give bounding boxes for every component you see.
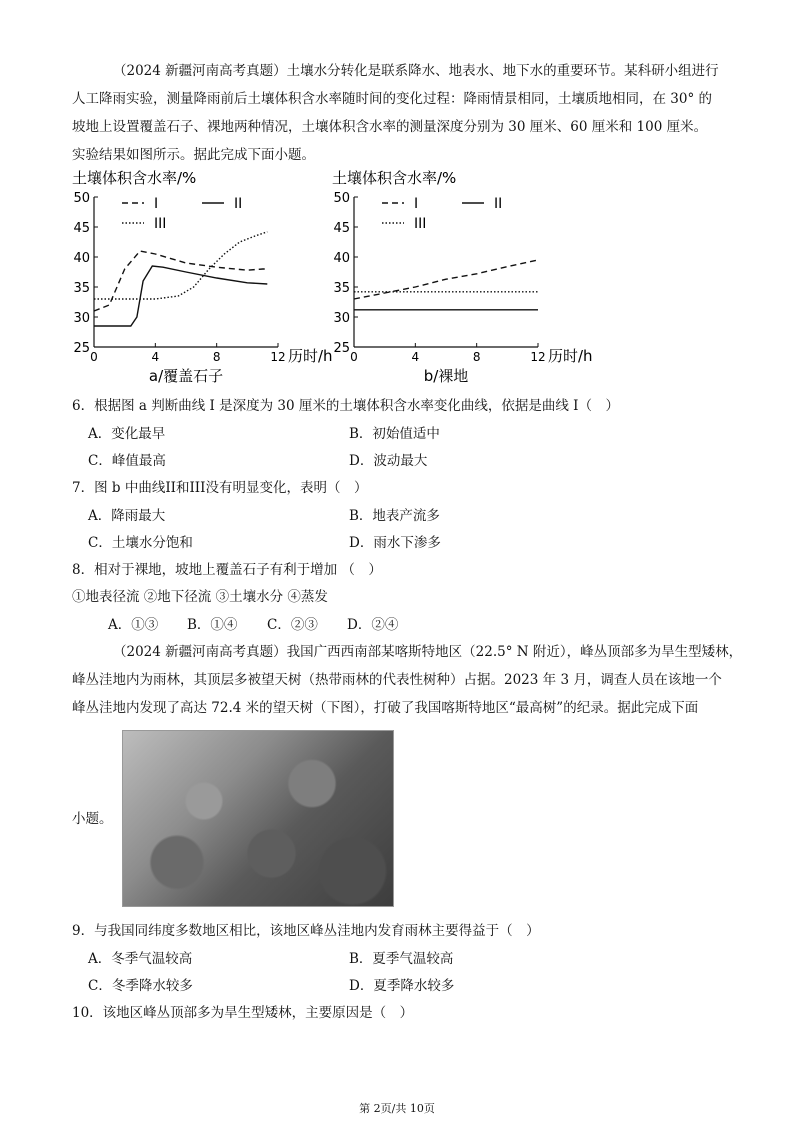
chart-b-xtick-3: 12 <box>530 350 546 364</box>
q7-option-b[interactable]: B．地表产流多 <box>349 508 440 524</box>
q7-option-c[interactable]: C．土壤水分饱和 <box>88 535 193 551</box>
chart-b-ytick-0: 25 <box>333 341 350 356</box>
chart-b-xlabel: 历时/h <box>548 347 593 365</box>
chart-b-ytick-4: 45 <box>333 221 350 236</box>
intro2-tail: 小题。 <box>72 811 113 827</box>
q9-option-d[interactable]: D．夏季降水较多 <box>349 978 455 994</box>
chart-b-ylabel: 土壤体积含水率/% <box>332 169 457 187</box>
chart-a-xtick-3: 12 <box>270 350 286 364</box>
q7-option-a[interactable]: A．降雨最大 <box>88 508 166 524</box>
q8-option-c[interactable]: C．②③ <box>267 617 318 633</box>
intro2-line-3: 峰丛洼地内发现了高达 72.4 米的望天树（下图），打破了我国喀斯特地区“最高树”的纪录。据此完成下面 <box>72 700 699 716</box>
q7-option-d[interactable]: D．雨水下渗多 <box>349 535 441 551</box>
q9-option-c[interactable]: C．冬季降水较多 <box>88 978 193 994</box>
q6-option-d[interactable]: D．波动最大 <box>349 453 428 469</box>
intro1-line-4: 实验结果如图所示。据此完成下面小题。 <box>72 147 315 163</box>
chart-a-series-II <box>94 266 267 326</box>
chart-b-legend-label-II: II <box>494 196 503 212</box>
chart-b-legend-label-I: I <box>414 196 419 212</box>
chart-a-legend-label-II: II <box>234 196 243 212</box>
q8-option-b[interactable]: B．①④ <box>187 617 238 633</box>
chart-a-covered-stones <box>60 165 360 390</box>
intro2-line-2: 峰丛洼地内为雨林，其顶层多被望天树（热带雨林的代表性树种）占据。2023 年 3 月，调查人员在该地一个 <box>72 672 722 688</box>
chart-b-xtick-1: 4 <box>411 350 420 364</box>
chart-b-ytick-1: 30 <box>333 311 350 326</box>
chart-a-xtick-1: 4 <box>151 350 160 364</box>
intro1-line-2: 人工降雨实验，测量降雨前后土壤体积含水率随时间的变化过程：降雨情景相同，土壤质地相同，在 30° 的 <box>72 91 713 107</box>
chart-a-legend-label-I: I <box>154 196 159 212</box>
page-footer: 第 2页/共 10页 <box>359 1102 435 1115</box>
chart-b-ytick-5: 50 <box>333 191 350 206</box>
q8-option-a[interactable]: A．①③ <box>108 617 159 633</box>
chart-b-series-I <box>354 260 538 299</box>
chart-a-series-I <box>94 251 267 311</box>
intro1-line-3: 坡地上设置覆盖石子、裸地两种情况，土壤体积含水率的测量深度分别为 30 厘米、60 厘米和 100 厘米。 <box>72 119 708 135</box>
rainforest-photo <box>122 730 394 907</box>
chart-a-caption: a/覆盖石子 <box>148 367 224 385</box>
intro1-line-1: （2024 新疆河南高考真题）土壤水分转化是联系降水、地表水、地下水的重要环节。某科研小组进行 <box>113 63 719 79</box>
intro2-line-1: （2024 新疆河南高考真题）我国广西西南部某喀斯特地区（22.5° N 附近），峰丛顶部多为旱生型矮林， <box>113 644 743 660</box>
chart-b-xtick-2: 8 <box>472 350 481 364</box>
q6-option-b[interactable]: B．初始值适中 <box>349 426 440 442</box>
chart-b-bare-land <box>320 165 650 390</box>
chart-a-legend-label-III: III <box>154 216 167 232</box>
q10-stem: 10．该地区峰丛顶部多为旱生型矮林，主要原因是（ ） <box>72 1005 414 1021</box>
chart-b-xtick-0: 0 <box>350 350 358 364</box>
q9-option-b[interactable]: B．夏季气温较高 <box>349 951 454 967</box>
chart-a-xtick-2: 8 <box>212 350 221 364</box>
q7-stem: 7．图 b 中曲线II和III没有明显变化，表明（ ） <box>72 480 368 496</box>
q9-stem: 9．与我国同纬度多数地区相比，该地区峰丛洼地内发育雨林主要得益于（ ） <box>72 923 540 939</box>
chart-b-ytick-2: 35 <box>333 281 350 296</box>
chart-a-ytick-1: 30 <box>73 311 90 326</box>
chart-a-ylabel: 土壤体积含水率/% <box>72 169 197 187</box>
chart-a-ytick-3: 40 <box>73 251 90 266</box>
q6-stem: 6．根据图 a 判断曲线 I 是深度为 30 厘米的土壤体积含水率变化曲线，依据是曲线 I（ ） <box>72 398 620 414</box>
q8-stem: 8．相对于裸地，坡地上覆盖石子有利于增加 （ ） <box>72 562 382 578</box>
q6-option-a[interactable]: A．变化最早 <box>88 426 166 442</box>
chart-a-ytick-4: 45 <box>73 221 90 236</box>
chart-a-xlabel: 历时/h <box>288 347 333 365</box>
chart-a-xtick-0: 0 <box>90 350 98 364</box>
chart-b-legend-label-III: III <box>414 216 427 232</box>
chart-a-ytick-0: 25 <box>73 341 90 356</box>
q9-option-a[interactable]: A．冬季气温较高 <box>88 951 193 967</box>
q8-items: ①地表径流 ②地下径流 ③土壤水分 ④蒸发 <box>72 589 328 605</box>
chart-a-series-III <box>94 232 267 299</box>
q6-option-c[interactable]: C．峰值最高 <box>88 453 166 469</box>
chart-a-ytick-5: 50 <box>73 191 90 206</box>
q8-option-d[interactable]: D．②④ <box>347 617 399 633</box>
chart-b-ytick-3: 40 <box>333 251 350 266</box>
chart-a-ytick-2: 35 <box>73 281 90 296</box>
chart-b-caption: b/裸地 <box>423 367 469 385</box>
